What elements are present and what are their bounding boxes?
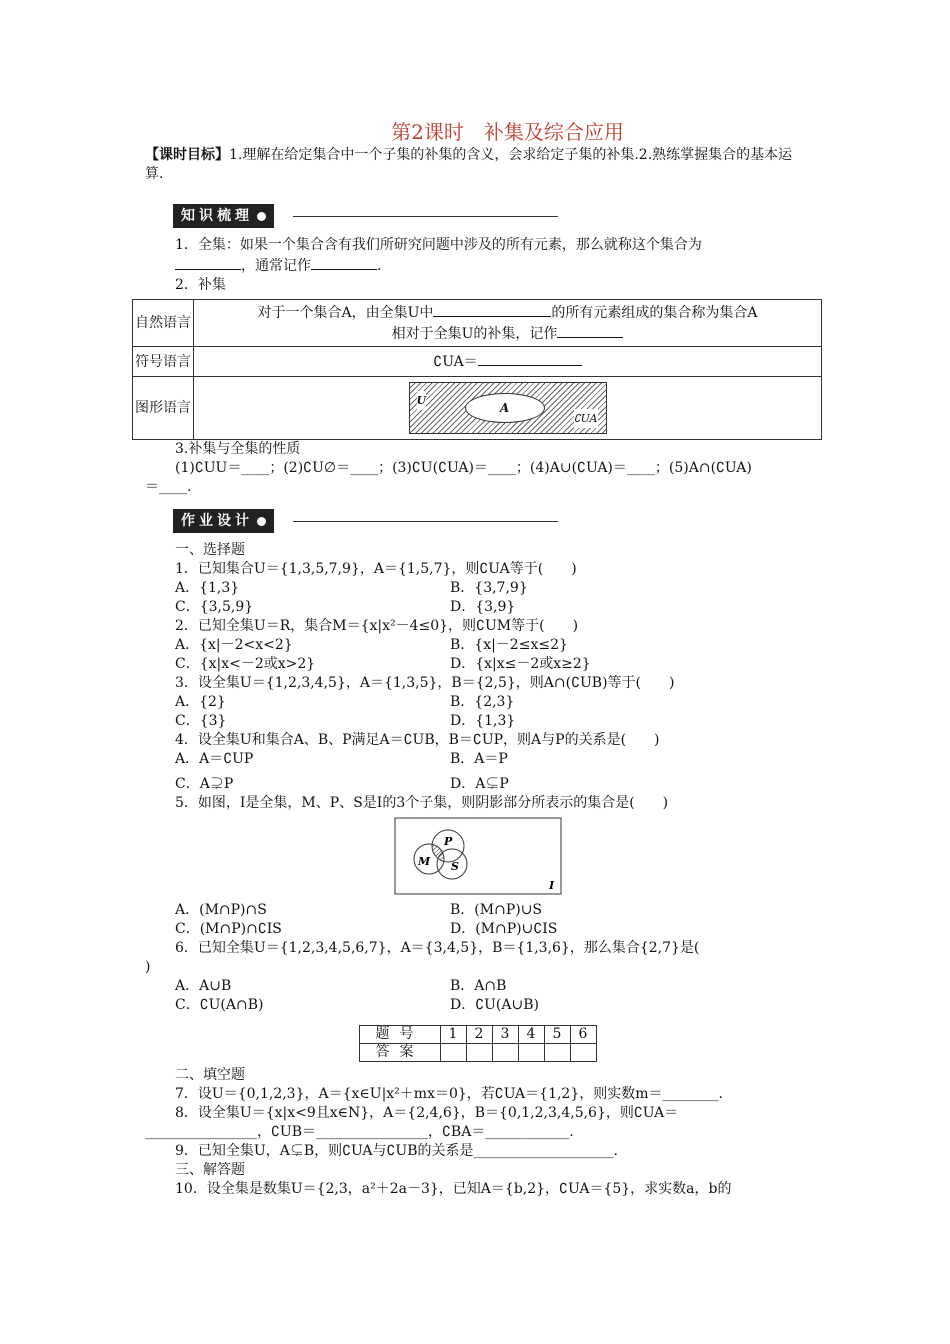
answer-cell[interactable] (518, 1044, 544, 1062)
option: C．{3} (175, 713, 227, 729)
natural-text-b: 的所有元素组成的集合称为集合A (551, 305, 758, 321)
option: B．A＝P (450, 751, 508, 767)
question-number: 6 (570, 1026, 596, 1044)
label-p: P (443, 835, 452, 848)
option: B．A∩B (450, 978, 507, 994)
graphic-language-cell (194, 377, 822, 440)
option: C．(M∩P)∩∁IS (175, 921, 282, 937)
question-number: 3 (492, 1026, 518, 1044)
section-homework-label: 作业设计 (181, 513, 253, 529)
question-number: 2 (466, 1026, 492, 1044)
option: C．∁U(A∩B) (175, 997, 264, 1013)
answer-row-label: 答案 (359, 1044, 440, 1062)
option: D．{3,9} (450, 599, 516, 615)
option: A．{1,3} (175, 580, 240, 596)
question-number: 5 (544, 1026, 570, 1044)
row-label-natural: 自然语言 (133, 300, 194, 347)
section-divider (293, 521, 558, 522)
option: D．{1,3} (450, 713, 516, 729)
option: A．A∪B (175, 978, 232, 994)
q6-options (145, 996, 810, 1015)
section-knowledge-label: 知识梳理 (181, 208, 253, 224)
option: B．{2,3} (450, 694, 515, 710)
q2-options (145, 636, 810, 655)
venn-set-a: A (465, 393, 545, 423)
answer-cell[interactable] (544, 1044, 570, 1062)
k1-text-b: ，通常记作 (241, 258, 311, 274)
k1-text-c: . (377, 258, 382, 274)
page-title: 第2课时 补集及综合应用 (391, 120, 624, 144)
row-label-symbol: 符号语言 (133, 347, 194, 377)
q5-options (145, 901, 810, 920)
option: C．A⊋P (175, 776, 234, 792)
option: A．{x|－2<x<2} (175, 637, 293, 653)
option: B．{x|－2≤x≤2} (450, 637, 568, 653)
question-10: 10．设全集是数集U＝{2,3，a²＋2a－3}，已知A＝{b,2}，∁UA＝{5}，求实数a，b的 (175, 1181, 732, 1197)
natural-text-c: 相对于全集U的补集，记作 (391, 326, 558, 342)
properties-line: (1)∁UU＝____；(2)∁U∅＝____；(3)∁U(∁UA)＝____；(4)A∪(∁UA)＝____；(5)A∩(∁UA) (175, 460, 752, 476)
question-6: 6．已知全集U＝{1,2,3,4,5,6,7}，A＝{3,4,5}，B＝{1,3,6}，那么集合{2,7}是( (175, 940, 700, 956)
goal-text: 1.理解在给定集合中一个子集的补集的含义，会求给定子集的补集.2.熟练掌握集合的基本运算. (145, 147, 793, 182)
goal-tag: 【课时目标】 (145, 147, 229, 163)
symbol-language-cell (194, 347, 822, 377)
dot-icon (257, 517, 266, 526)
answer-cell[interactable] (570, 1044, 596, 1062)
option: D．A⊊P (450, 776, 509, 792)
q3-options (145, 712, 810, 731)
label-s: S (450, 860, 459, 873)
section-homework (173, 509, 810, 535)
complement-table (132, 299, 822, 440)
q2-options (145, 655, 810, 674)
knowledge-item-1 (145, 236, 810, 255)
question-6-tail: ) (145, 959, 151, 975)
answer-cell[interactable] (440, 1044, 466, 1062)
answer-cell[interactable] (466, 1044, 492, 1062)
q3-options (145, 693, 810, 712)
three-set-venn-diagram (394, 817, 562, 895)
option: A．{2} (175, 694, 226, 710)
blank (311, 255, 377, 270)
symbol-text: ∁UA＝ (433, 354, 478, 370)
dot-icon (257, 212, 266, 221)
option: D．(M∩P)∪∁IS (450, 921, 558, 937)
q1-options (145, 598, 810, 617)
question-4: 4．设全集U和集合A、B、P满足A＝∁UB，B＝∁UP，则A与P的关系是( ) (175, 732, 660, 748)
venn-label-u: U (417, 391, 427, 410)
q4-options (145, 750, 810, 769)
blank (433, 302, 551, 317)
option: C．{3,5,9} (175, 599, 254, 615)
venn-label-complement: ∁UA (574, 409, 598, 428)
answer-table-header: 题号 (359, 1026, 440, 1044)
question-number: 1 (440, 1026, 466, 1044)
natural-text-a: 对于一个集合A，由全集U中 (257, 305, 434, 321)
q6-options (145, 977, 810, 996)
q5-options (145, 920, 810, 939)
q4-options (145, 775, 810, 794)
section-knowledge (173, 204, 810, 230)
label-m: M (417, 855, 430, 868)
complement-venn-diagram (409, 382, 607, 434)
row-label-graphic: 图形语言 (133, 377, 194, 440)
blank (557, 323, 623, 338)
knowledge-item-3: 3.补集与全集的性质 (175, 441, 301, 457)
question-8: 8．设全集U＝{x|x<9且x∈N}，A＝{2,4,6}，B＝{0,1,2,3,4,5,6}，则∁UA＝ (175, 1105, 679, 1121)
answer-cell[interactable] (492, 1044, 518, 1062)
label-i: I (548, 879, 554, 892)
q1-options (145, 579, 810, 598)
question-7: 7．设U＝{0,1,2,3}，A＝{x∈U|x²＋mx＝0}，若∁UA＝{1,2}，则实数m＝________. (175, 1086, 723, 1102)
section-divider (293, 216, 558, 217)
k1-text-a: 1．全集：如果一个集合含有我们所研究问题中涉及的所有元素，那么就称这个集合为 (175, 237, 702, 253)
question-9: 9．已知全集U，A⊊B，则∁UA与∁UB的关系是____________________. (175, 1143, 618, 1159)
question-8-cont: ________________，∁UB＝________________，∁BA＝____________. (145, 1124, 574, 1140)
knowledge-item-1-cont (145, 255, 810, 276)
question-1: 1．已知集合U＝{1,3,5,7,9}，A＝{1,5,7}，则∁UA等于( ) (175, 561, 577, 577)
blank (478, 351, 582, 366)
option: D．{x|x≤－2或x≥2} (450, 656, 591, 672)
properties-line-2: ＝____. (145, 479, 192, 495)
option: A．A＝∁UP (175, 751, 254, 767)
document-page (135, 118, 810, 1199)
part-solve: 三、解答题 (175, 1162, 245, 1178)
question-2: 2．已知全集U＝R，集合M＝{x|x²－4≤0}，则∁UM等于( ) (175, 618, 579, 634)
answer-table (359, 1025, 597, 1062)
question-5: 5．如图，I是全集，M、P、S是I的3个子集，则阴影部分所表示的集合是( ) (175, 795, 669, 811)
lesson-goal (145, 146, 810, 184)
part-fill: 二、填空题 (175, 1067, 245, 1083)
option: B．{3,7,9} (450, 580, 528, 596)
question-3: 3．设全集U＝{1,2,3,4,5}，A＝{1,3,5}，B＝{2,5}，则A∩(∁UB)等于( ) (175, 675, 675, 691)
option: C．{x|x<－2或x>2} (175, 656, 316, 672)
option: A．(M∩P)∩S (175, 902, 267, 918)
blank (175, 255, 241, 270)
knowledge-item-2: 2．补集 (175, 277, 226, 293)
natural-language-cell (194, 300, 822, 347)
question-number: 4 (518, 1026, 544, 1044)
part-choice: 一、选择题 (175, 542, 245, 558)
option: D．∁U(A∪B) (450, 997, 539, 1013)
option: B．(M∩P)∪S (450, 902, 543, 918)
